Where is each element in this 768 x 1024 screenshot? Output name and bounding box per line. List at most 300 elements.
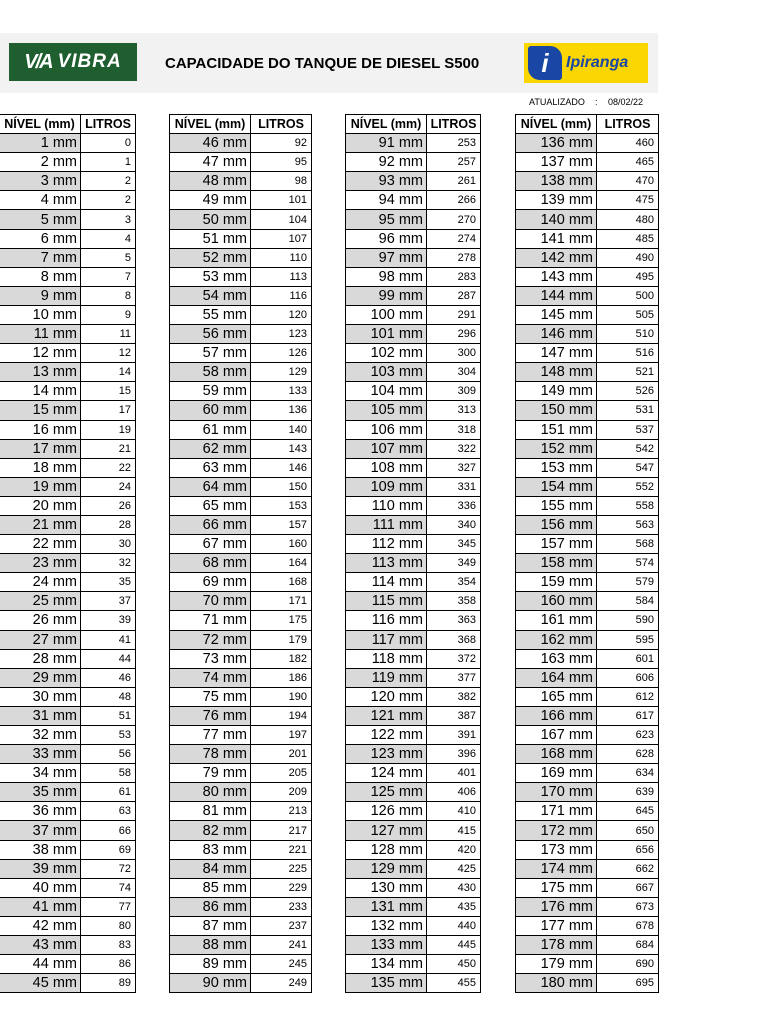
table-row <box>346 783 481 802</box>
level-cell: 147 mm <box>516 344 597 363</box>
table-row <box>346 745 481 764</box>
table-row <box>346 840 481 859</box>
table-row <box>0 649 136 668</box>
level-cell: 49 mm <box>170 191 251 210</box>
table-row <box>0 706 136 725</box>
liters-cell: 74 <box>81 878 136 897</box>
level-cell: 155 mm <box>516 496 597 515</box>
liters-cell: 2 <box>81 191 136 210</box>
liters-cell: 110 <box>251 248 312 267</box>
level-cell: 109 mm <box>346 477 427 496</box>
liters-cell: 322 <box>427 439 481 458</box>
table-row <box>346 344 481 363</box>
vibra-logo <box>9 43 137 81</box>
level-cell: 125 mm <box>346 783 427 802</box>
table-row <box>0 859 136 878</box>
table-row <box>0 592 136 611</box>
liters-cell: 7 <box>81 267 136 286</box>
level-cell: 154 mm <box>516 477 597 496</box>
liters-cell: 69 <box>81 840 136 859</box>
liters-cell: 89 <box>81 974 136 993</box>
level-cell: 145 mm <box>516 305 597 324</box>
level-cell: 24 mm <box>0 573 81 592</box>
liters-cell: 430 <box>427 878 481 897</box>
table-row <box>516 439 659 458</box>
liters-cell: 387 <box>427 706 481 725</box>
liters-cell: 11 <box>81 325 136 344</box>
liters-cell: 5 <box>81 248 136 267</box>
table-row <box>346 267 481 286</box>
level-cell: 3 mm <box>0 172 81 191</box>
liters-cell: 261 <box>427 172 481 191</box>
liters-cell: 123 <box>251 325 312 344</box>
table-row <box>0 458 136 477</box>
liters-cell: 225 <box>251 859 312 878</box>
level-cell: 15 mm <box>0 401 81 420</box>
table-row <box>170 382 312 401</box>
level-cell: 107 mm <box>346 439 427 458</box>
liters-cell: 9 <box>81 305 136 324</box>
level-cell: 92 mm <box>346 153 427 172</box>
table-row <box>516 745 659 764</box>
liters-cell: 300 <box>427 344 481 363</box>
table-row <box>346 401 481 420</box>
table-row <box>170 229 312 248</box>
table-row <box>516 955 659 974</box>
level-cell: 61 mm <box>170 420 251 439</box>
liters-cell: 8 <box>81 286 136 305</box>
table-row <box>346 878 481 897</box>
level-cell: 96 mm <box>346 229 427 248</box>
level-cell: 170 mm <box>516 783 597 802</box>
liters-cell: 44 <box>81 649 136 668</box>
liters-cell: 435 <box>427 897 481 916</box>
level-cell: 2 mm <box>0 153 81 172</box>
table-row <box>170 649 312 668</box>
level-cell: 20 mm <box>0 496 81 515</box>
level-cell: 119 mm <box>346 668 427 687</box>
liters-cell: 595 <box>597 630 659 649</box>
liters-cell: 695 <box>597 974 659 993</box>
liters-cell: 340 <box>427 515 481 534</box>
liters-cell: 19 <box>81 420 136 439</box>
level-cell: 18 mm <box>0 458 81 477</box>
level-cell: 78 mm <box>170 745 251 764</box>
liters-cell: 190 <box>251 687 312 706</box>
level-cell: 63 mm <box>170 458 251 477</box>
table-row <box>516 878 659 897</box>
table-row <box>170 267 312 286</box>
level-cell: 77 mm <box>170 726 251 745</box>
level-cell: 72 mm <box>170 630 251 649</box>
table-row <box>0 305 136 324</box>
liters-cell: 490 <box>597 248 659 267</box>
liters-cell: 133 <box>251 382 312 401</box>
level-cell: 142 mm <box>516 248 597 267</box>
table-row <box>0 325 136 344</box>
liters-column-header: LITROS <box>251 115 312 134</box>
liters-cell: 266 <box>427 191 481 210</box>
liters-cell: 153 <box>251 496 312 515</box>
level-cell: 105 mm <box>346 401 427 420</box>
liters-cell: 650 <box>597 821 659 840</box>
ipiranga-logo <box>524 43 648 83</box>
table-row <box>0 535 136 554</box>
level-cell: 82 mm <box>170 821 251 840</box>
level-cell: 10 mm <box>0 305 81 324</box>
table-row <box>516 821 659 840</box>
level-cell: 55 mm <box>170 305 251 324</box>
liters-cell: 377 <box>427 668 481 687</box>
liters-cell: 368 <box>427 630 481 649</box>
table-row <box>346 535 481 554</box>
liters-cell: 465 <box>597 153 659 172</box>
table-row <box>0 344 136 363</box>
liters-cell: 48 <box>81 687 136 706</box>
table-row <box>346 153 481 172</box>
level-cell: 156 mm <box>516 515 597 534</box>
liters-cell: 318 <box>427 420 481 439</box>
level-cell: 166 mm <box>516 706 597 725</box>
table-row <box>516 535 659 554</box>
level-cell: 160 mm <box>516 592 597 611</box>
liters-cell: 296 <box>427 325 481 344</box>
liters-cell: 171 <box>251 592 312 611</box>
liters-cell: 164 <box>251 554 312 573</box>
level-cell: 114 mm <box>346 573 427 592</box>
table-row <box>346 515 481 534</box>
liters-cell: 12 <box>81 344 136 363</box>
liters-cell: 95 <box>251 153 312 172</box>
liters-cell: 628 <box>597 745 659 764</box>
table-row <box>516 573 659 592</box>
liters-cell: 186 <box>251 668 312 687</box>
table-row <box>346 363 481 382</box>
liters-cell: 37 <box>81 592 136 611</box>
table-row <box>516 726 659 745</box>
liters-cell: 440 <box>427 916 481 935</box>
liters-cell: 612 <box>597 687 659 706</box>
level-cell: 98 mm <box>346 267 427 286</box>
liters-cell: 521 <box>597 363 659 382</box>
level-cell: 158 mm <box>516 554 597 573</box>
table-row <box>516 936 659 955</box>
table-row <box>516 134 659 153</box>
table-row <box>516 401 659 420</box>
liters-cell: 24 <box>81 477 136 496</box>
table-row <box>346 897 481 916</box>
table-row <box>0 286 136 305</box>
level-cell: 126 mm <box>346 802 427 821</box>
table-row <box>346 592 481 611</box>
level-cell: 103 mm <box>346 363 427 382</box>
table-row <box>516 649 659 668</box>
table-row <box>0 210 136 229</box>
table-row <box>516 477 659 496</box>
level-cell: 58 mm <box>170 363 251 382</box>
level-cell: 39 mm <box>0 859 81 878</box>
level-cell: 163 mm <box>516 649 597 668</box>
table-row <box>0 267 136 286</box>
level-cell: 172 mm <box>516 821 597 840</box>
level-cell: 32 mm <box>0 726 81 745</box>
table-row <box>0 936 136 955</box>
level-cell: 14 mm <box>0 382 81 401</box>
table-row <box>346 191 481 210</box>
table-row <box>170 286 312 305</box>
table-row <box>0 172 136 191</box>
level-cell: 141 mm <box>516 229 597 248</box>
level-cell: 137 mm <box>516 153 597 172</box>
liters-cell: 450 <box>427 955 481 974</box>
table-row <box>346 210 481 229</box>
level-cell: 165 mm <box>516 687 597 706</box>
table-row <box>170 668 312 687</box>
liters-cell: 363 <box>427 611 481 630</box>
table-row <box>516 706 659 725</box>
table-row <box>0 153 136 172</box>
liters-cell: 475 <box>597 191 659 210</box>
level-cell: 133 mm <box>346 936 427 955</box>
liters-cell: 2 <box>81 172 136 191</box>
level-cell: 19 mm <box>0 477 81 496</box>
liters-cell: 217 <box>251 821 312 840</box>
liters-cell: 56 <box>81 745 136 764</box>
level-cell: 124 mm <box>346 764 427 783</box>
ipiranga-logo-mark: i <box>528 46 562 80</box>
table-row <box>0 726 136 745</box>
table-row <box>346 706 481 725</box>
level-cell: 129 mm <box>346 859 427 878</box>
table-row <box>170 706 312 725</box>
table-row <box>346 477 481 496</box>
table-row <box>516 229 659 248</box>
liters-cell: 205 <box>251 764 312 783</box>
level-cell: 116 mm <box>346 611 427 630</box>
table-row <box>516 420 659 439</box>
liters-cell: 253 <box>427 134 481 153</box>
liters-cell: 662 <box>597 859 659 878</box>
level-cell: 159 mm <box>516 573 597 592</box>
liters-cell: 245 <box>251 955 312 974</box>
table-row <box>346 802 481 821</box>
level-cell: 175 mm <box>516 878 597 897</box>
liters-cell: 58 <box>81 764 136 783</box>
level-cell: 118 mm <box>346 649 427 668</box>
level-cell: 30 mm <box>0 687 81 706</box>
table-row <box>0 821 136 840</box>
liters-cell: 354 <box>427 573 481 592</box>
table-row <box>516 840 659 859</box>
level-cell: 140 mm <box>516 210 597 229</box>
vibra-logo-mark: V/A <box>24 50 52 73</box>
table-row <box>170 248 312 267</box>
table-row <box>170 210 312 229</box>
table-row <box>516 496 659 515</box>
table-row <box>516 515 659 534</box>
level-cell: 146 mm <box>516 325 597 344</box>
liters-cell: 26 <box>81 496 136 515</box>
table-row <box>0 229 136 248</box>
level-cell: 36 mm <box>0 802 81 821</box>
level-cell: 12 mm <box>0 344 81 363</box>
level-cell: 48 mm <box>170 172 251 191</box>
level-cell: 44 mm <box>0 955 81 974</box>
table-row <box>516 286 659 305</box>
level-cell: 47 mm <box>170 153 251 172</box>
table-row <box>516 325 659 344</box>
table-row <box>516 458 659 477</box>
liters-cell: 221 <box>251 840 312 859</box>
capacity-table-2 <box>169 114 312 993</box>
liters-cell: 32 <box>81 554 136 573</box>
level-cell: 81 mm <box>170 802 251 821</box>
level-cell: 120 mm <box>346 687 427 706</box>
level-cell: 57 mm <box>170 344 251 363</box>
level-cell: 169 mm <box>516 764 597 783</box>
level-cell: 45 mm <box>0 974 81 993</box>
level-cell: 7 mm <box>0 248 81 267</box>
table-row <box>346 229 481 248</box>
liters-cell: 656 <box>597 840 659 859</box>
liters-cell: 22 <box>81 458 136 477</box>
level-column-header: NÍVEL (mm) <box>0 115 81 134</box>
liters-cell: 15 <box>81 382 136 401</box>
liters-cell: 146 <box>251 458 312 477</box>
level-cell: 9 mm <box>0 286 81 305</box>
liters-cell: 584 <box>597 592 659 611</box>
liters-cell: 505 <box>597 305 659 324</box>
level-cell: 173 mm <box>516 840 597 859</box>
level-cell: 68 mm <box>170 554 251 573</box>
capacity-table-3 <box>345 114 481 993</box>
liters-cell: 249 <box>251 974 312 993</box>
level-cell: 110 mm <box>346 496 427 515</box>
level-column-header: NÍVEL (mm) <box>516 115 597 134</box>
liters-cell: 645 <box>597 802 659 821</box>
liters-cell: 500 <box>597 286 659 305</box>
table-row <box>516 630 659 649</box>
level-cell: 43 mm <box>0 936 81 955</box>
table-row <box>346 286 481 305</box>
table-row <box>170 420 312 439</box>
liters-cell: 66 <box>81 821 136 840</box>
level-cell: 138 mm <box>516 172 597 191</box>
level-cell: 6 mm <box>0 229 81 248</box>
liters-cell: 107 <box>251 229 312 248</box>
level-cell: 167 mm <box>516 726 597 745</box>
liters-cell: 61 <box>81 783 136 802</box>
table-row <box>346 955 481 974</box>
level-cell: 84 mm <box>170 859 251 878</box>
level-cell: 106 mm <box>346 420 427 439</box>
table-row <box>346 305 481 324</box>
table-row <box>0 764 136 783</box>
liters-cell: 237 <box>251 916 312 935</box>
level-cell: 22 mm <box>0 535 81 554</box>
liters-cell: 278 <box>427 248 481 267</box>
level-cell: 171 mm <box>516 802 597 821</box>
level-cell: 29 mm <box>0 668 81 687</box>
level-cell: 73 mm <box>170 649 251 668</box>
liters-cell: 175 <box>251 611 312 630</box>
level-cell: 100 mm <box>346 305 427 324</box>
level-cell: 41 mm <box>0 897 81 916</box>
liters-cell: 667 <box>597 878 659 897</box>
level-cell: 135 mm <box>346 974 427 993</box>
liters-cell: 17 <box>81 401 136 420</box>
level-cell: 53 mm <box>170 267 251 286</box>
liters-cell: 590 <box>597 611 659 630</box>
table-row <box>170 153 312 172</box>
table-row <box>516 611 659 630</box>
liters-cell: 309 <box>427 382 481 401</box>
level-cell: 115 mm <box>346 592 427 611</box>
level-cell: 93 mm <box>346 172 427 191</box>
table-row <box>0 955 136 974</box>
table-row <box>346 936 481 955</box>
level-cell: 52 mm <box>170 248 251 267</box>
liters-cell: 140 <box>251 420 312 439</box>
liters-cell: 229 <box>251 878 312 897</box>
liters-cell: 579 <box>597 573 659 592</box>
liters-cell: 86 <box>81 955 136 974</box>
level-cell: 28 mm <box>0 649 81 668</box>
updated-separator: : <box>595 97 598 107</box>
liters-cell: 345 <box>427 535 481 554</box>
level-column-header: NÍVEL (mm) <box>170 115 251 134</box>
ipiranga-logo-text: Ipiranga <box>566 54 629 71</box>
table-row <box>0 573 136 592</box>
level-cell: 132 mm <box>346 916 427 935</box>
level-cell: 26 mm <box>0 611 81 630</box>
liters-cell: 678 <box>597 916 659 935</box>
level-cell: 31 mm <box>0 706 81 725</box>
liters-cell: 455 <box>427 974 481 993</box>
liters-cell: 382 <box>427 687 481 706</box>
level-cell: 16 mm <box>0 420 81 439</box>
liters-cell: 168 <box>251 573 312 592</box>
level-cell: 152 mm <box>516 439 597 458</box>
liters-cell: 331 <box>427 477 481 496</box>
level-cell: 51 mm <box>170 229 251 248</box>
table-row <box>0 916 136 935</box>
liters-cell: 83 <box>81 936 136 955</box>
table-row <box>170 439 312 458</box>
level-cell: 179 mm <box>516 955 597 974</box>
table-row <box>516 687 659 706</box>
table-row <box>516 783 659 802</box>
table-row <box>0 802 136 821</box>
table-row <box>0 363 136 382</box>
table-row <box>170 859 312 878</box>
table-row <box>0 439 136 458</box>
level-cell: 64 mm <box>170 477 251 496</box>
level-cell: 59 mm <box>170 382 251 401</box>
liters-cell: 396 <box>427 745 481 764</box>
table-row <box>170 191 312 210</box>
liters-cell: 537 <box>597 420 659 439</box>
liters-cell: 425 <box>427 859 481 878</box>
level-cell: 8 mm <box>0 267 81 286</box>
table-row <box>0 420 136 439</box>
liters-cell: 420 <box>427 840 481 859</box>
liters-cell: 415 <box>427 821 481 840</box>
table-row <box>0 745 136 764</box>
table-row <box>516 267 659 286</box>
liters-cell: 241 <box>251 936 312 955</box>
level-cell: 5 mm <box>0 210 81 229</box>
